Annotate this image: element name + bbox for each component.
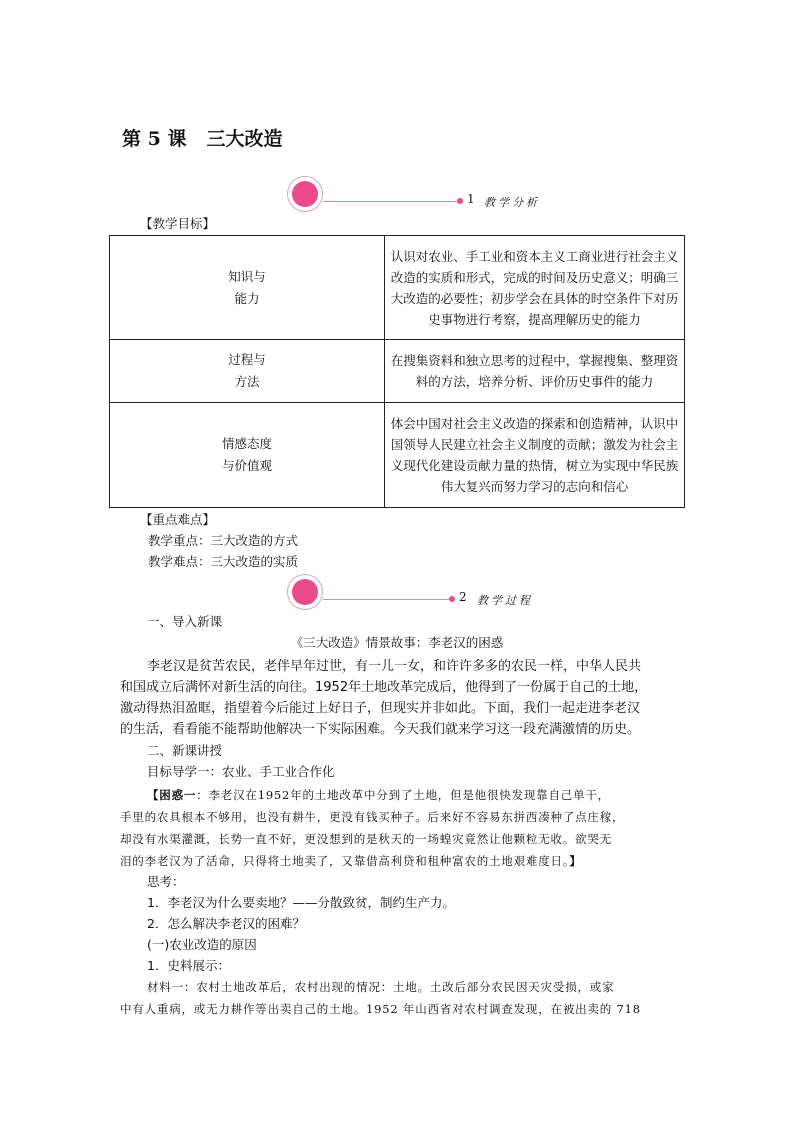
key-points-heading: 【重点难点】 — [140, 512, 216, 527]
subsection-heading: (一)农业改造的原因 — [147, 937, 257, 952]
objectives-table — [109, 235, 685, 508]
page-title — [122, 124, 282, 151]
objectives-heading: 【教学目标】 — [140, 216, 216, 231]
question-1: 1．李老汉为什么要卖地？——分散致贫，制约生产力。 — [147, 895, 455, 910]
new-lesson-heading: 二、新课讲授 — [147, 743, 223, 758]
section-number: 1 — [467, 192, 475, 206]
lesson-number: 第 5 课 — [122, 128, 187, 150]
material-line: 中有人重病，或无力耕作等出卖自己的土地。1952 年山西省对农村调查发现，在被出卖的 718 — [120, 1002, 641, 1016]
confusion-line: 手里的农具根本不够用，也没有耕牛，更没有钱买种子。后来好不容易东拼西凑种了点庄稼， — [120, 810, 625, 824]
intro-line: 李老汉是贫苦农民，老伴早年过世，有一儿一女，和许许多多的农民一样，中华人民共 — [147, 659, 642, 674]
section-label: 教学过程 — [477, 594, 533, 607]
intro-line: 的生活，看看能不能帮助他解决一下实际困难。今天我们就来学习这一段充满激情的历史。 — [120, 722, 641, 737]
question-2: 2．怎么解决李老汉的困难？ — [147, 916, 305, 931]
lesson-name: 三大改造 — [206, 128, 283, 150]
think-label: 思考： — [147, 874, 185, 889]
confusion-label: 【困惑一 — [147, 788, 197, 802]
section-marker-2 — [287, 574, 547, 614]
row-value: 体会中国对社会主义改造的探索和创造精神，认识中国领导人民建立社会主义制度的贡献；激发为社会主义现代化建设贡献力量的热情，树立为实现中华民族伟大复兴而努力学习的志向和信心 — [385, 403, 685, 508]
intro-line: 和国成立后满怀对新生活的向往。1952年土地改革完成后，他得到了一份属于自己的土地， — [120, 680, 648, 695]
item-heading: 1．史料展示： — [147, 958, 230, 973]
row-key: 情感态度 与价值观 — [110, 403, 385, 508]
row-key: 知识与 能力 — [110, 236, 385, 340]
confusion-line: 却没有水渠灌溉，长势一直不好，更没想到的是秋天的一场蝗灾竟然让他颗粒无收。欲哭无 — [120, 832, 612, 846]
key-focus: 教学重点：三大改造的方式 — [148, 533, 299, 548]
intro-heading: 一、导入新课 — [147, 614, 223, 629]
table-row — [110, 340, 685, 403]
guide-heading: 目标导学一：农业、手工业合作化 — [147, 764, 335, 779]
section-marker-1 — [287, 176, 547, 216]
row-value: 认识对农业、手工业和资本主义工商业进行社会主义改造的实质和形式，完成的时间及历史意义；明确三大改造的必要性；初步学会在具体的时空条件下对历史事物进行考察，提高理解历史的能力 — [385, 236, 685, 340]
story-title: 《三大改造》情景故事：李老汉的困惑 — [290, 635, 504, 650]
key-difficulty: 教学难点：三大改造的实质 — [148, 554, 299, 569]
table-row — [110, 236, 685, 340]
confusion-end: 】 — [569, 854, 582, 868]
confusion-line: 【困惑一：李老汉在1952年的土地改革中分到了土地，但是他很快发现靠自己单干， — [147, 788, 610, 802]
row-key: 过程与 方法 — [110, 340, 385, 403]
confusion-line: 泪的李老汉为了活命，只得将土地卖了，又靠借高利贷和租种富农的土地艰难度日。】 — [120, 854, 582, 868]
section-label: 教学分析 — [484, 196, 540, 209]
intro-line: 激动得热泪盈眶，指望着今后能过上好日子，但现实并非如此。下面，我们一起走进李老汉 — [120, 701, 641, 716]
table-row — [110, 403, 685, 508]
section-number: 2 — [459, 590, 467, 604]
material-line: 材料一：农村土地改革后，农村出现的情况：土地。土改后部分农民因天灾受损，或家 — [147, 980, 615, 994]
row-value: 在搜集资料和独立思考的过程中，掌握搜集、整理资料的方法，培养分析、评价历史事件的能力 — [385, 340, 685, 403]
